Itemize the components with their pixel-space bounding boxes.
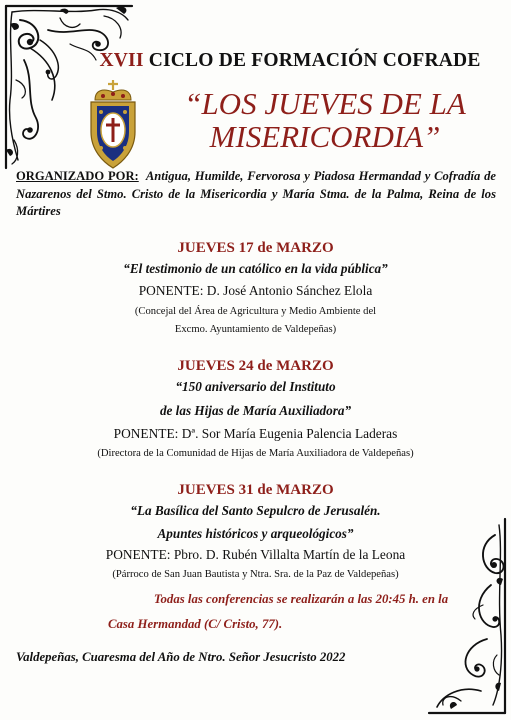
session-date: JUEVES 24 de MARZO	[177, 358, 334, 374]
event-title-line-1: “LOS JUEVES DE LA	[184, 86, 466, 121]
cycle-number: XVII	[99, 50, 144, 71]
schedule-note: Todas las conferencias se realizarán a las 20:45 h. en la	[153, 592, 449, 606]
session-date: JUEVES 17 de MARZO	[177, 240, 334, 256]
session-talk-title: “El testimonio de un católico en la vida pública”	[123, 261, 388, 276]
session-speaker: PONENTE: D. José Antonio Sánchez Elola	[138, 283, 373, 298]
brotherhood-crest-icon	[77, 78, 149, 170]
session-talk-title: “La Basílica del Santo Sepulcro de Jerusalén.	[130, 503, 381, 518]
event-title-line-2: MISERICORDIA”	[209, 119, 441, 154]
place-date-footer: Valdepeñas, Cuaresma del Año de Ntro. Señor Jesucristo 2022	[16, 650, 346, 664]
session-talk-title: Apuntes históricos y arqueológicos”	[157, 526, 354, 541]
organizer-label: ORGANIZADO POR:	[16, 169, 139, 183]
venue-note: Casa Hermandad (C/ Cristo, 77).	[108, 617, 283, 631]
corner-ornament-icon	[421, 515, 511, 720]
session-speaker-role: (Concejal del Área de Agricultura y Medio Ambiente del	[134, 306, 377, 317]
session-talk-title: “150 aniversario del Instituto	[175, 379, 336, 394]
session-speaker: PONENTE: Dª. Sor María Eugenia Palencia Laderas	[113, 426, 398, 441]
session-speaker-role: (Directora de la Comunidad de Hijas de María Auxiliadora de Valdepeñas)	[97, 448, 414, 459]
session-speaker-role: Excmo. Ayuntamiento de Valdepeñas)	[174, 324, 337, 335]
session-date: JUEVES 31 de MARZO	[177, 482, 334, 498]
organizer-text: Antigua, Humilde, Fervorosa y Piadosa Hermandad y Cofradía de Nazarenos del Stmo. Cristo de la Misericordia y María Stma. de la Palma, Reina de los Mártires	[16, 169, 496, 218]
session-talk-title: de las Hijas de María Auxiliadora”	[159, 403, 352, 418]
cycle-name: CICLO DE FORMACIÓN COFRADE	[148, 50, 481, 71]
session-speaker: PONENTE: Pbro. D. Rubén Villalta Martín de la Leona	[105, 547, 406, 562]
session-speaker-role: (Párroco de San Juan Bautista y Ntra. Sra. de la Paz de Valdepeñas)	[112, 569, 399, 580]
organizer-block	[16, 168, 496, 221]
cycle-title	[70, 50, 510, 72]
